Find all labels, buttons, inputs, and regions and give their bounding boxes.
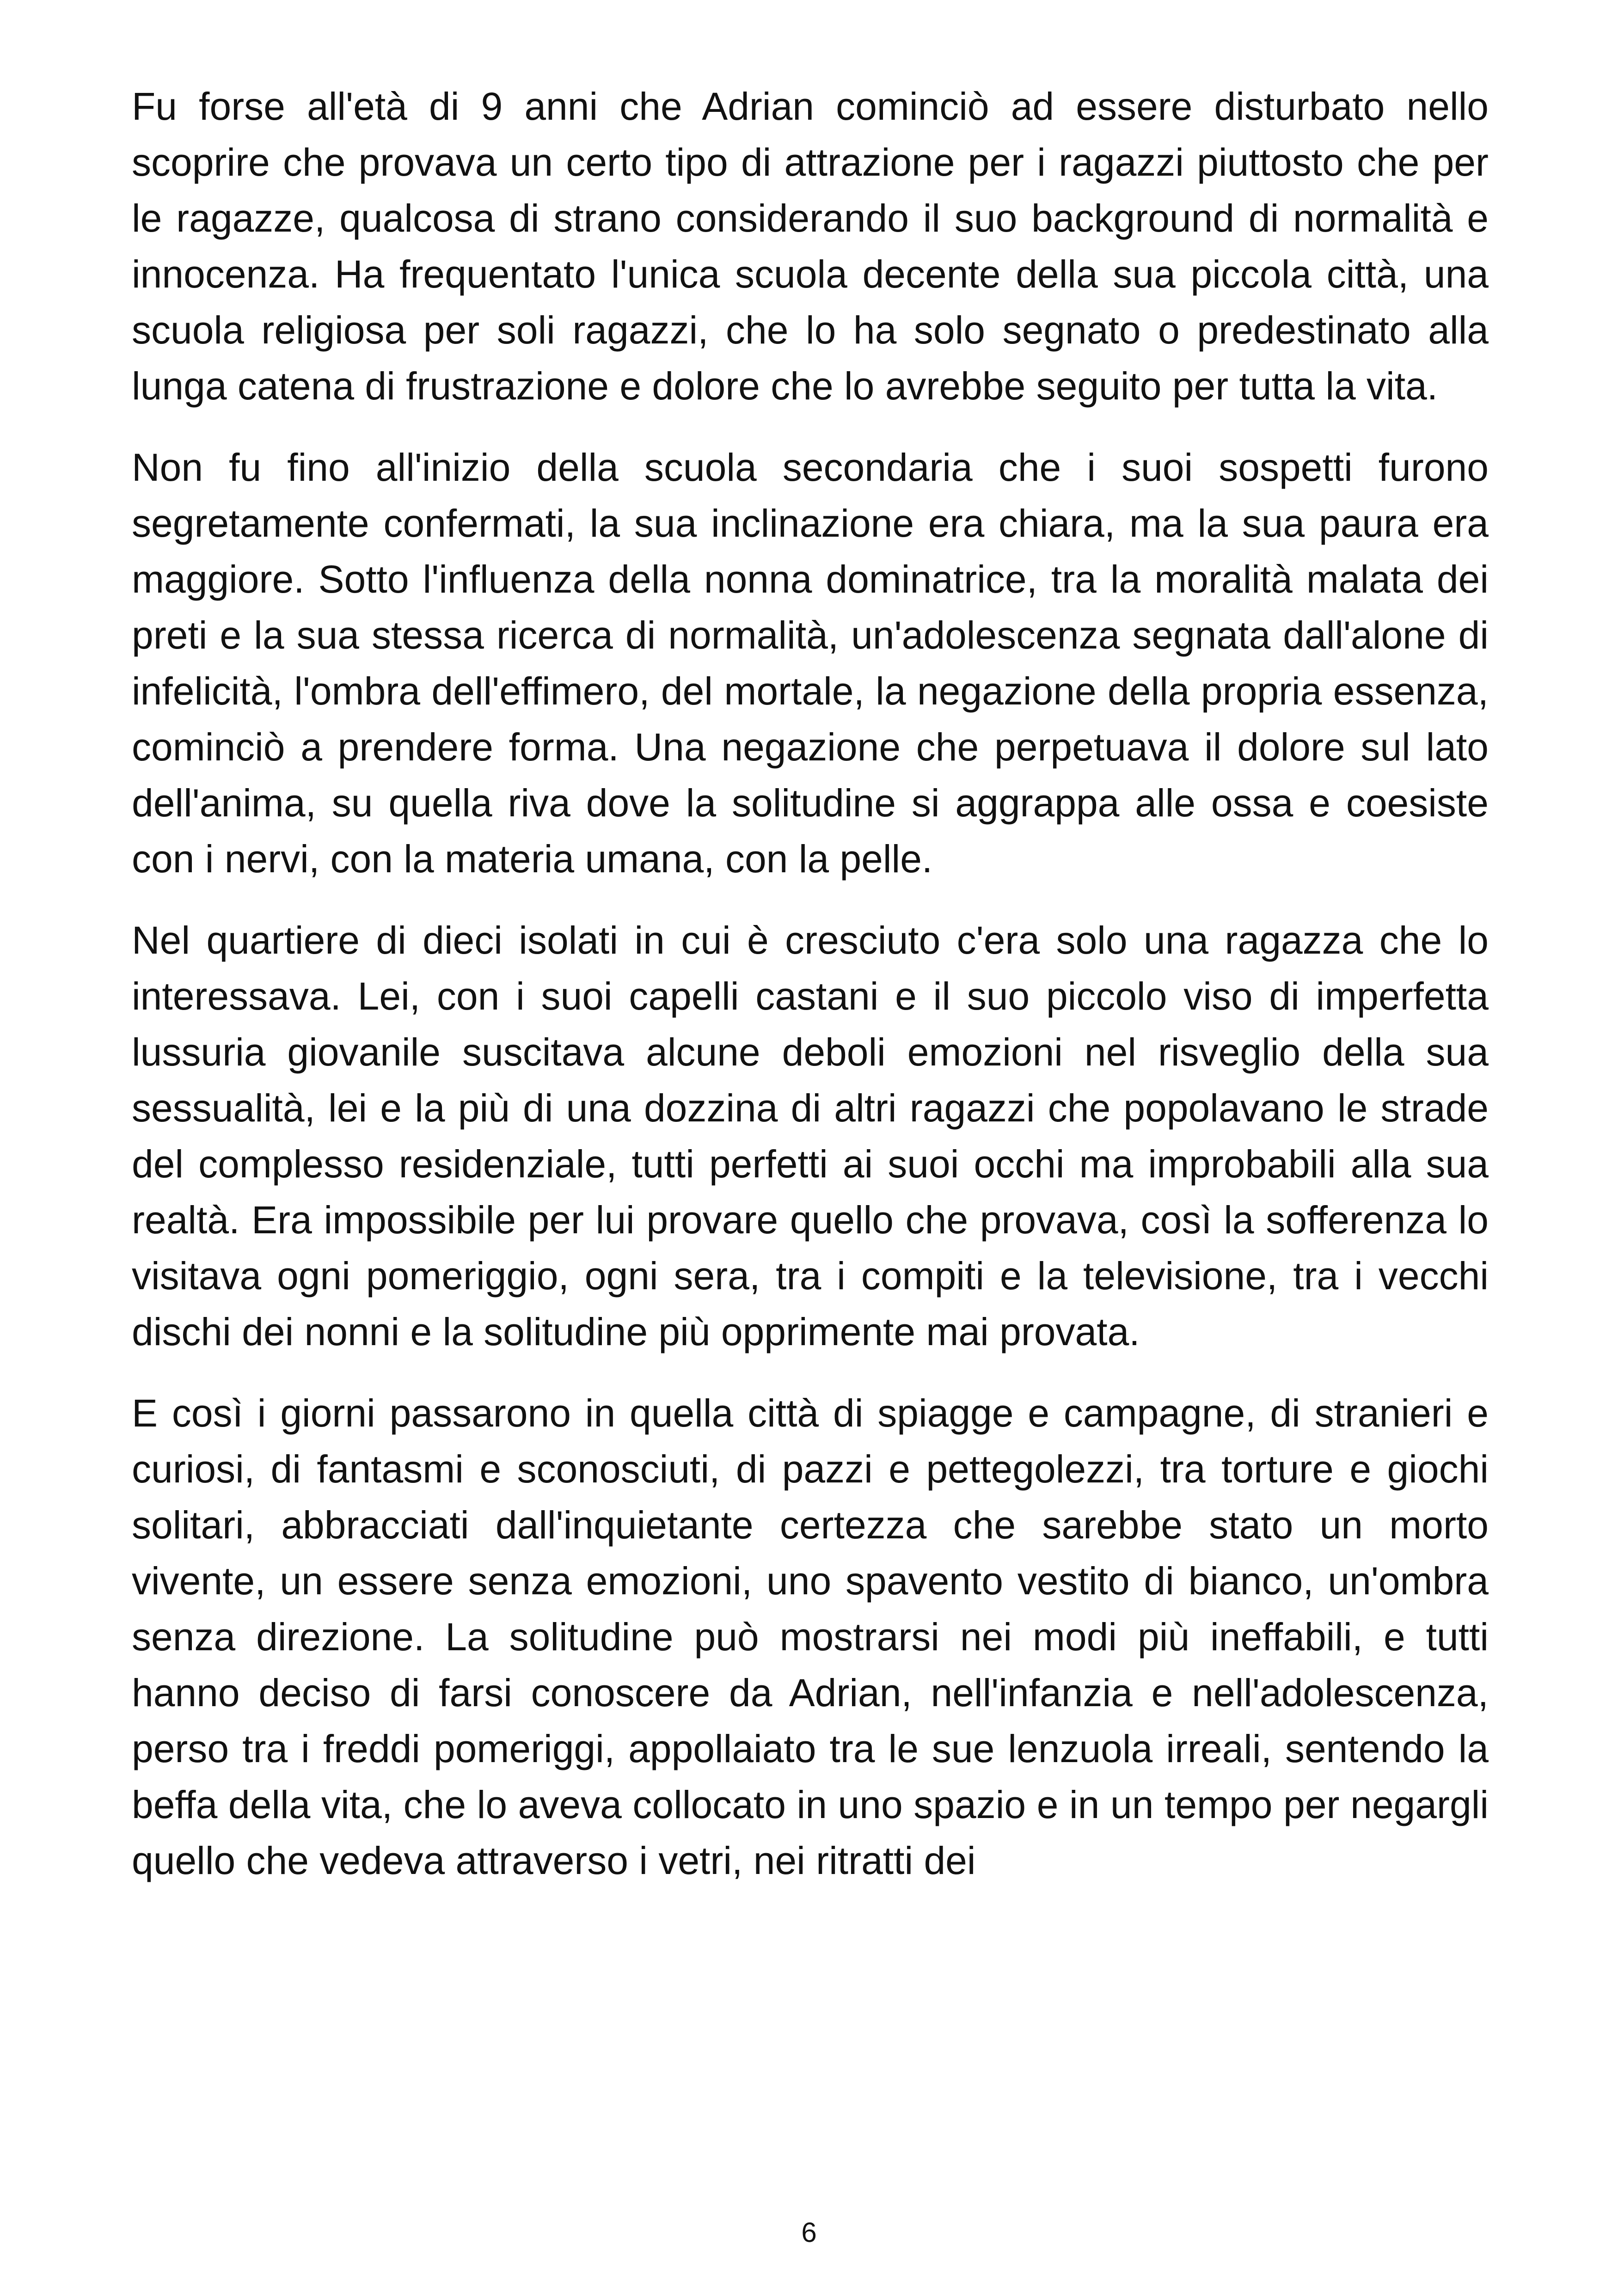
page-number: 6 [801,2217,817,2248]
paragraph-3: Nel quartiere di dieci isolati in cui è cresciuto c'era solo una ragazza che lo interessava. Lei, con i suoi capelli castani e il suo piccolo viso di imperfetta lussuria giovanile suscitava alcune deboli emozioni nel risveglio della sua sessualità, lei e la più di una dozzina di altri ragazzi che popolavano le strade del complesso residenziale, tutti perfetti ai suoi occhi ma improbabili alla sua realtà. Era impossibile per lui provare quello che provava, così la sofferenza lo visitava ogni pomeriggio, ogni sera, tra i compiti e la televisione, tra i vecchi dischi dei nonni e la solitudine più opprimente mai provata. [132,918,1489,1353]
paragraph-4: E così i giorni passarono in quella città di spiagge e campagne, di stranieri e curiosi, di fantasmi e sconosciuti, di pazzi e pettegolezzi, tra torture e giochi solitari, abbracciati dall'inquietante certezza che sarebbe stato un morto vivente, un essere senza emozioni, uno spavento vestito di bianco, un'ombra senza direzione. La solitudine può mostrarsi nei modi più ineffabili, e tutti hanno deciso di farsi conoscere da Adrian, nell'infanzia e nell'adolescenza, perso tra i freddi pomeriggi, appollaiato tra le sue lenzuola irreali, sentendo la beffa della vita, che lo aveva collocato in uno spazio e in un tempo per negargli quello che vedeva attraverso i vetri, nei ritratti dei [132,1391,1489,1882]
body-text [132,79,1489,1914]
paragraph-2: Non fu fino all'inizio della scuola secondaria che i suoi sospetti furono segretamente confermati, la sua inclinazione era chiara, ma la sua paura era maggiore. Sotto l'influenza della nonna dominatrice, tra la moralità malata dei preti e la sua stessa ricerca di normalità, un'adolescenza segnata dall'alone di infelicità, l'ombra dell'effimero, del mortale, la negazione della propria essenza, cominciò a prendere forma. Una negazione che perpetuava il dolore sul lato dell'anima, su quella riva dove la solitudine si aggrappa alle ossa e coesiste con i nervi, con la materia umana, con la pelle. [132,446,1489,881]
paragraph-1: Fu forse all'età di 9 anni che Adrian cominciò ad essere disturbato nello scoprire che provava un certo tipo di attrazione per i ragazzi piuttosto che per le ragazze, qualcosa di strano considerando il suo background di normalità e innocenza. Ha frequentato l'unica scuola decente della sua piccola città, una scuola religiosa per soli ragazzi, che lo ha solo segnato o predestinato alla lunga catena di frustrazione e dolore che lo avrebbe seguito per tutta la vita. [132,85,1489,408]
